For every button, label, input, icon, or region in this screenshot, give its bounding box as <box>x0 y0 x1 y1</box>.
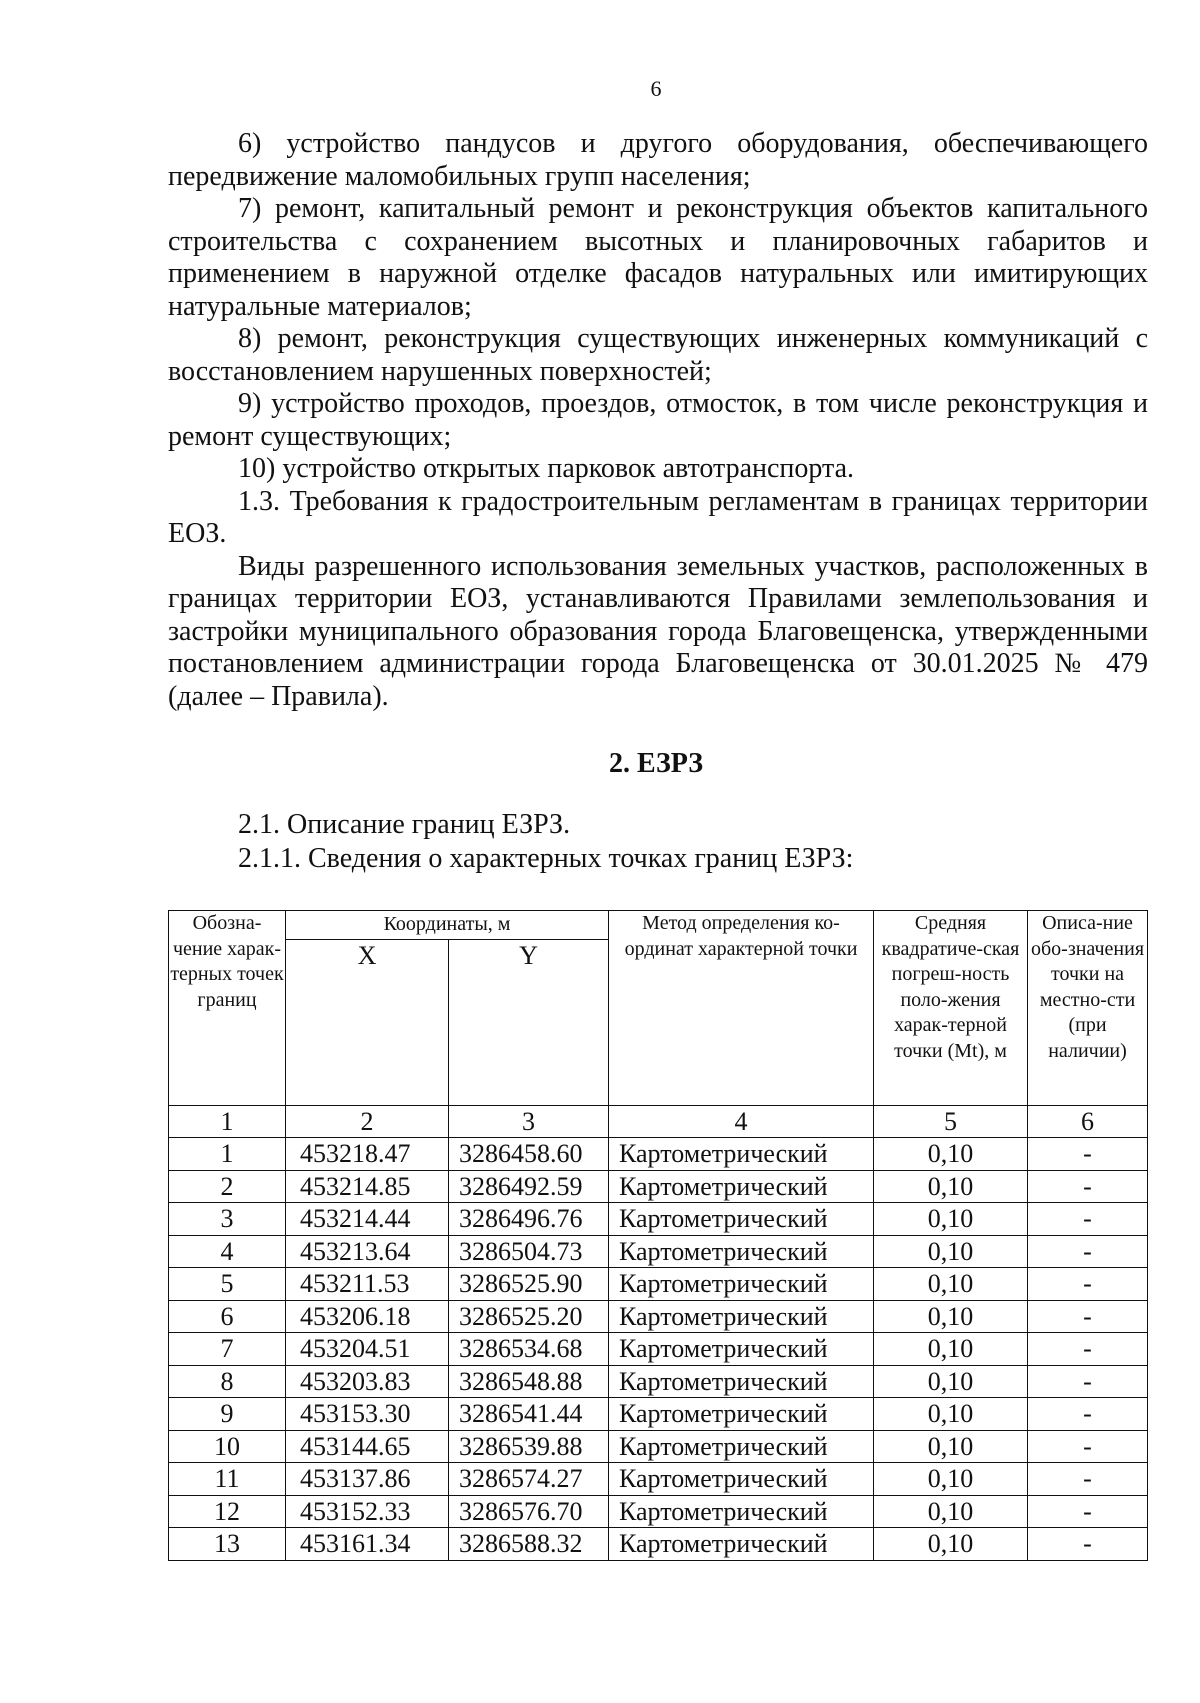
table-row <box>169 1300 1148 1333</box>
cell-y: 3286525.90 <box>449 1268 609 1301</box>
cell-point-number: 10 <box>169 1430 286 1463</box>
cell-error: 0,10 <box>874 1528 1028 1561</box>
cell-description: - <box>1028 1268 1148 1301</box>
section-heading: 2. ЕЗРЗ <box>608 748 704 779</box>
cell-error: 0,10 <box>874 1463 1028 1496</box>
cell-y: 3286541.44 <box>449 1398 609 1431</box>
cell-method: Картометрический <box>609 1300 874 1333</box>
cell-description: - <box>1028 1528 1148 1561</box>
cell-y: 3286574.27 <box>449 1463 609 1496</box>
cell-description: - <box>1028 1138 1148 1171</box>
paragraph-land-use: Виды разрешенного использования земельных участков, расположенных в границах территории ЕОЗ, устанавливаются Правилами землепользования и застройки муниципального образования города Благовещенска, утвержденными постановлением администрации города Благовещенска от 30.01.2025 № 479 (далее – Правила). <box>168 550 1148 712</box>
cell-method: Картометрический <box>609 1138 874 1171</box>
cell-method: Картометрический <box>609 1365 874 1398</box>
cell-point-number: 3 <box>169 1203 286 1236</box>
cell-description: - <box>1028 1495 1148 1528</box>
table-row <box>169 1268 1148 1301</box>
cell-x: 453214.44 <box>286 1203 449 1236</box>
cell-error: 0,10 <box>874 1495 1028 1528</box>
cell-description: - <box>1028 1203 1148 1236</box>
header-y: Y <box>449 940 609 1106</box>
cell-x: 453213.64 <box>286 1235 449 1268</box>
cell-point-number: 11 <box>169 1463 286 1496</box>
cell-point-number: 7 <box>169 1333 286 1366</box>
cell-error: 0,10 <box>874 1138 1028 1171</box>
cell-x: 453214.85 <box>286 1170 449 1203</box>
coordinates-table <box>168 910 1148 1561</box>
cell-method: Картометрический <box>609 1528 874 1561</box>
column-number: 5 <box>874 1106 1028 1138</box>
header-method: Метод определения ко-ординат характерной точки <box>609 911 874 1106</box>
table-row <box>169 1365 1148 1398</box>
header-error: Средняя квадратиче-ская погреш-ность поло-жения харак-терной точки (Mt), м <box>874 911 1028 1106</box>
cell-point-number: 6 <box>169 1300 286 1333</box>
cell-point-number: 8 <box>169 1365 286 1398</box>
cell-y: 3286458.60 <box>449 1138 609 1171</box>
column-number: 3 <box>449 1106 609 1138</box>
cell-method: Картометрический <box>609 1430 874 1463</box>
cell-x: 453144.65 <box>286 1430 449 1463</box>
table-row <box>169 1333 1148 1366</box>
cell-description: - <box>1028 1463 1148 1496</box>
cell-point-number: 13 <box>169 1528 286 1561</box>
cell-error: 0,10 <box>874 1365 1028 1398</box>
column-number: 6 <box>1028 1106 1148 1138</box>
cell-method: Картометрический <box>609 1235 874 1268</box>
cell-x: 453152.33 <box>286 1495 449 1528</box>
cell-description: - <box>1028 1365 1148 1398</box>
paragraph-item-9: 9) устройство проходов, проездов, отмосток, в том числе реконструкция и ремонт существующих; <box>168 388 1148 452</box>
header-coordinates: Координаты, м <box>286 911 609 940</box>
cell-y: 3286496.76 <box>449 1203 609 1236</box>
cell-error: 0,10 <box>874 1333 1028 1366</box>
cell-x: 453161.34 <box>286 1528 449 1561</box>
table-row <box>169 1495 1148 1528</box>
header-x: X <box>286 940 449 1106</box>
cell-description: - <box>1028 1235 1148 1268</box>
cell-point-number: 9 <box>169 1398 286 1431</box>
paragraph-item-8: 8) ремонт, реконструкция существующих инженерных коммуникаций с восстановлением нарушенных поверхностей; <box>168 323 1148 387</box>
paragraph-item-10: 10) устройство открытых парковок автотранспорта. <box>238 453 855 484</box>
cell-point-number: 12 <box>169 1495 286 1528</box>
cell-y: 3286548.88 <box>449 1365 609 1398</box>
table-row <box>169 1138 1148 1171</box>
cell-point-number: 1 <box>169 1138 286 1171</box>
header-description: Описа-ние обо-значения точки на местно-сти (при наличии) <box>1028 911 1148 1106</box>
cell-x: 453211.53 <box>286 1268 449 1301</box>
table-row <box>169 1235 1148 1268</box>
cell-description: - <box>1028 1333 1148 1366</box>
cell-method: Картометрический <box>609 1398 874 1431</box>
table-row <box>169 1203 1148 1236</box>
cell-point-number: 4 <box>169 1235 286 1268</box>
cell-description: - <box>1028 1170 1148 1203</box>
cell-x: 453206.18 <box>286 1300 449 1333</box>
cell-method: Картометрический <box>609 1333 874 1366</box>
header-designation: Обозна-чение харак-терных точек границ <box>169 911 286 1106</box>
cell-description: - <box>1028 1300 1148 1333</box>
cell-point-number: 2 <box>169 1170 286 1203</box>
body-text <box>168 128 1148 713</box>
cell-error: 0,10 <box>874 1203 1028 1236</box>
cell-method: Картометрический <box>609 1170 874 1203</box>
table-row <box>169 1430 1148 1463</box>
page-number: 6 <box>650 76 662 101</box>
paragraph-requirements: 1.3. Требования к градостроительным регламентам в границах территории ЕОЗ. <box>168 485 1148 549</box>
cell-description: - <box>1028 1398 1148 1431</box>
cell-y: 3286534.68 <box>449 1333 609 1366</box>
cell-error: 0,10 <box>874 1235 1028 1268</box>
cell-description: - <box>1028 1430 1148 1463</box>
column-number: 2 <box>286 1106 449 1138</box>
subsections <box>168 808 1148 876</box>
cell-y: 3286525.20 <box>449 1300 609 1333</box>
table-row <box>169 1398 1148 1431</box>
paragraph-item-6: 6) устройство пандусов и другого оборудования, обеспечивающего передвижение маломобильных групп населения; <box>168 128 1148 192</box>
table-body <box>169 1138 1148 1561</box>
cell-x: 453204.51 <box>286 1333 449 1366</box>
cell-y: 3286576.70 <box>449 1495 609 1528</box>
column-number: 1 <box>169 1106 286 1138</box>
cell-method: Картометрический <box>609 1268 874 1301</box>
subsection-boundaries: 2.1. Описание границ ЕЗРЗ. <box>238 809 571 840</box>
cell-method: Картометрический <box>609 1495 874 1528</box>
cell-error: 0,10 <box>874 1430 1028 1463</box>
cell-x: 453218.47 <box>286 1138 449 1171</box>
table-row <box>169 1528 1148 1561</box>
cell-error: 0,10 <box>874 1170 1028 1203</box>
cell-error: 0,10 <box>874 1398 1028 1431</box>
cell-x: 453203.83 <box>286 1365 449 1398</box>
cell-x: 453137.86 <box>286 1463 449 1496</box>
paragraph-item-7: 7) ремонт, капитальный ремонт и реконструкция объектов капитального строительства с сохранением высотных и планировочных габаритов и применением в наружной отделке фасадов натуральных или имитирующих натуральные материалов; <box>168 193 1148 322</box>
cell-y: 3286492.59 <box>449 1170 609 1203</box>
cell-x: 453153.30 <box>286 1398 449 1431</box>
cell-point-number: 5 <box>169 1268 286 1301</box>
cell-y: 3286504.73 <box>449 1235 609 1268</box>
subsection-points: 2.1.1. Сведения о характерных точках границ ЕЗРЗ: <box>238 843 854 874</box>
cell-error: 0,10 <box>874 1268 1028 1301</box>
column-number: 4 <box>609 1106 874 1138</box>
cell-method: Картометрический <box>609 1463 874 1496</box>
table-row <box>169 1170 1148 1203</box>
cell-y: 3286588.32 <box>449 1528 609 1561</box>
cell-error: 0,10 <box>874 1300 1028 1333</box>
column-number-row <box>169 1106 1148 1138</box>
table-row <box>169 1463 1148 1496</box>
cell-y: 3286539.88 <box>449 1430 609 1463</box>
cell-method: Картометрический <box>609 1203 874 1236</box>
